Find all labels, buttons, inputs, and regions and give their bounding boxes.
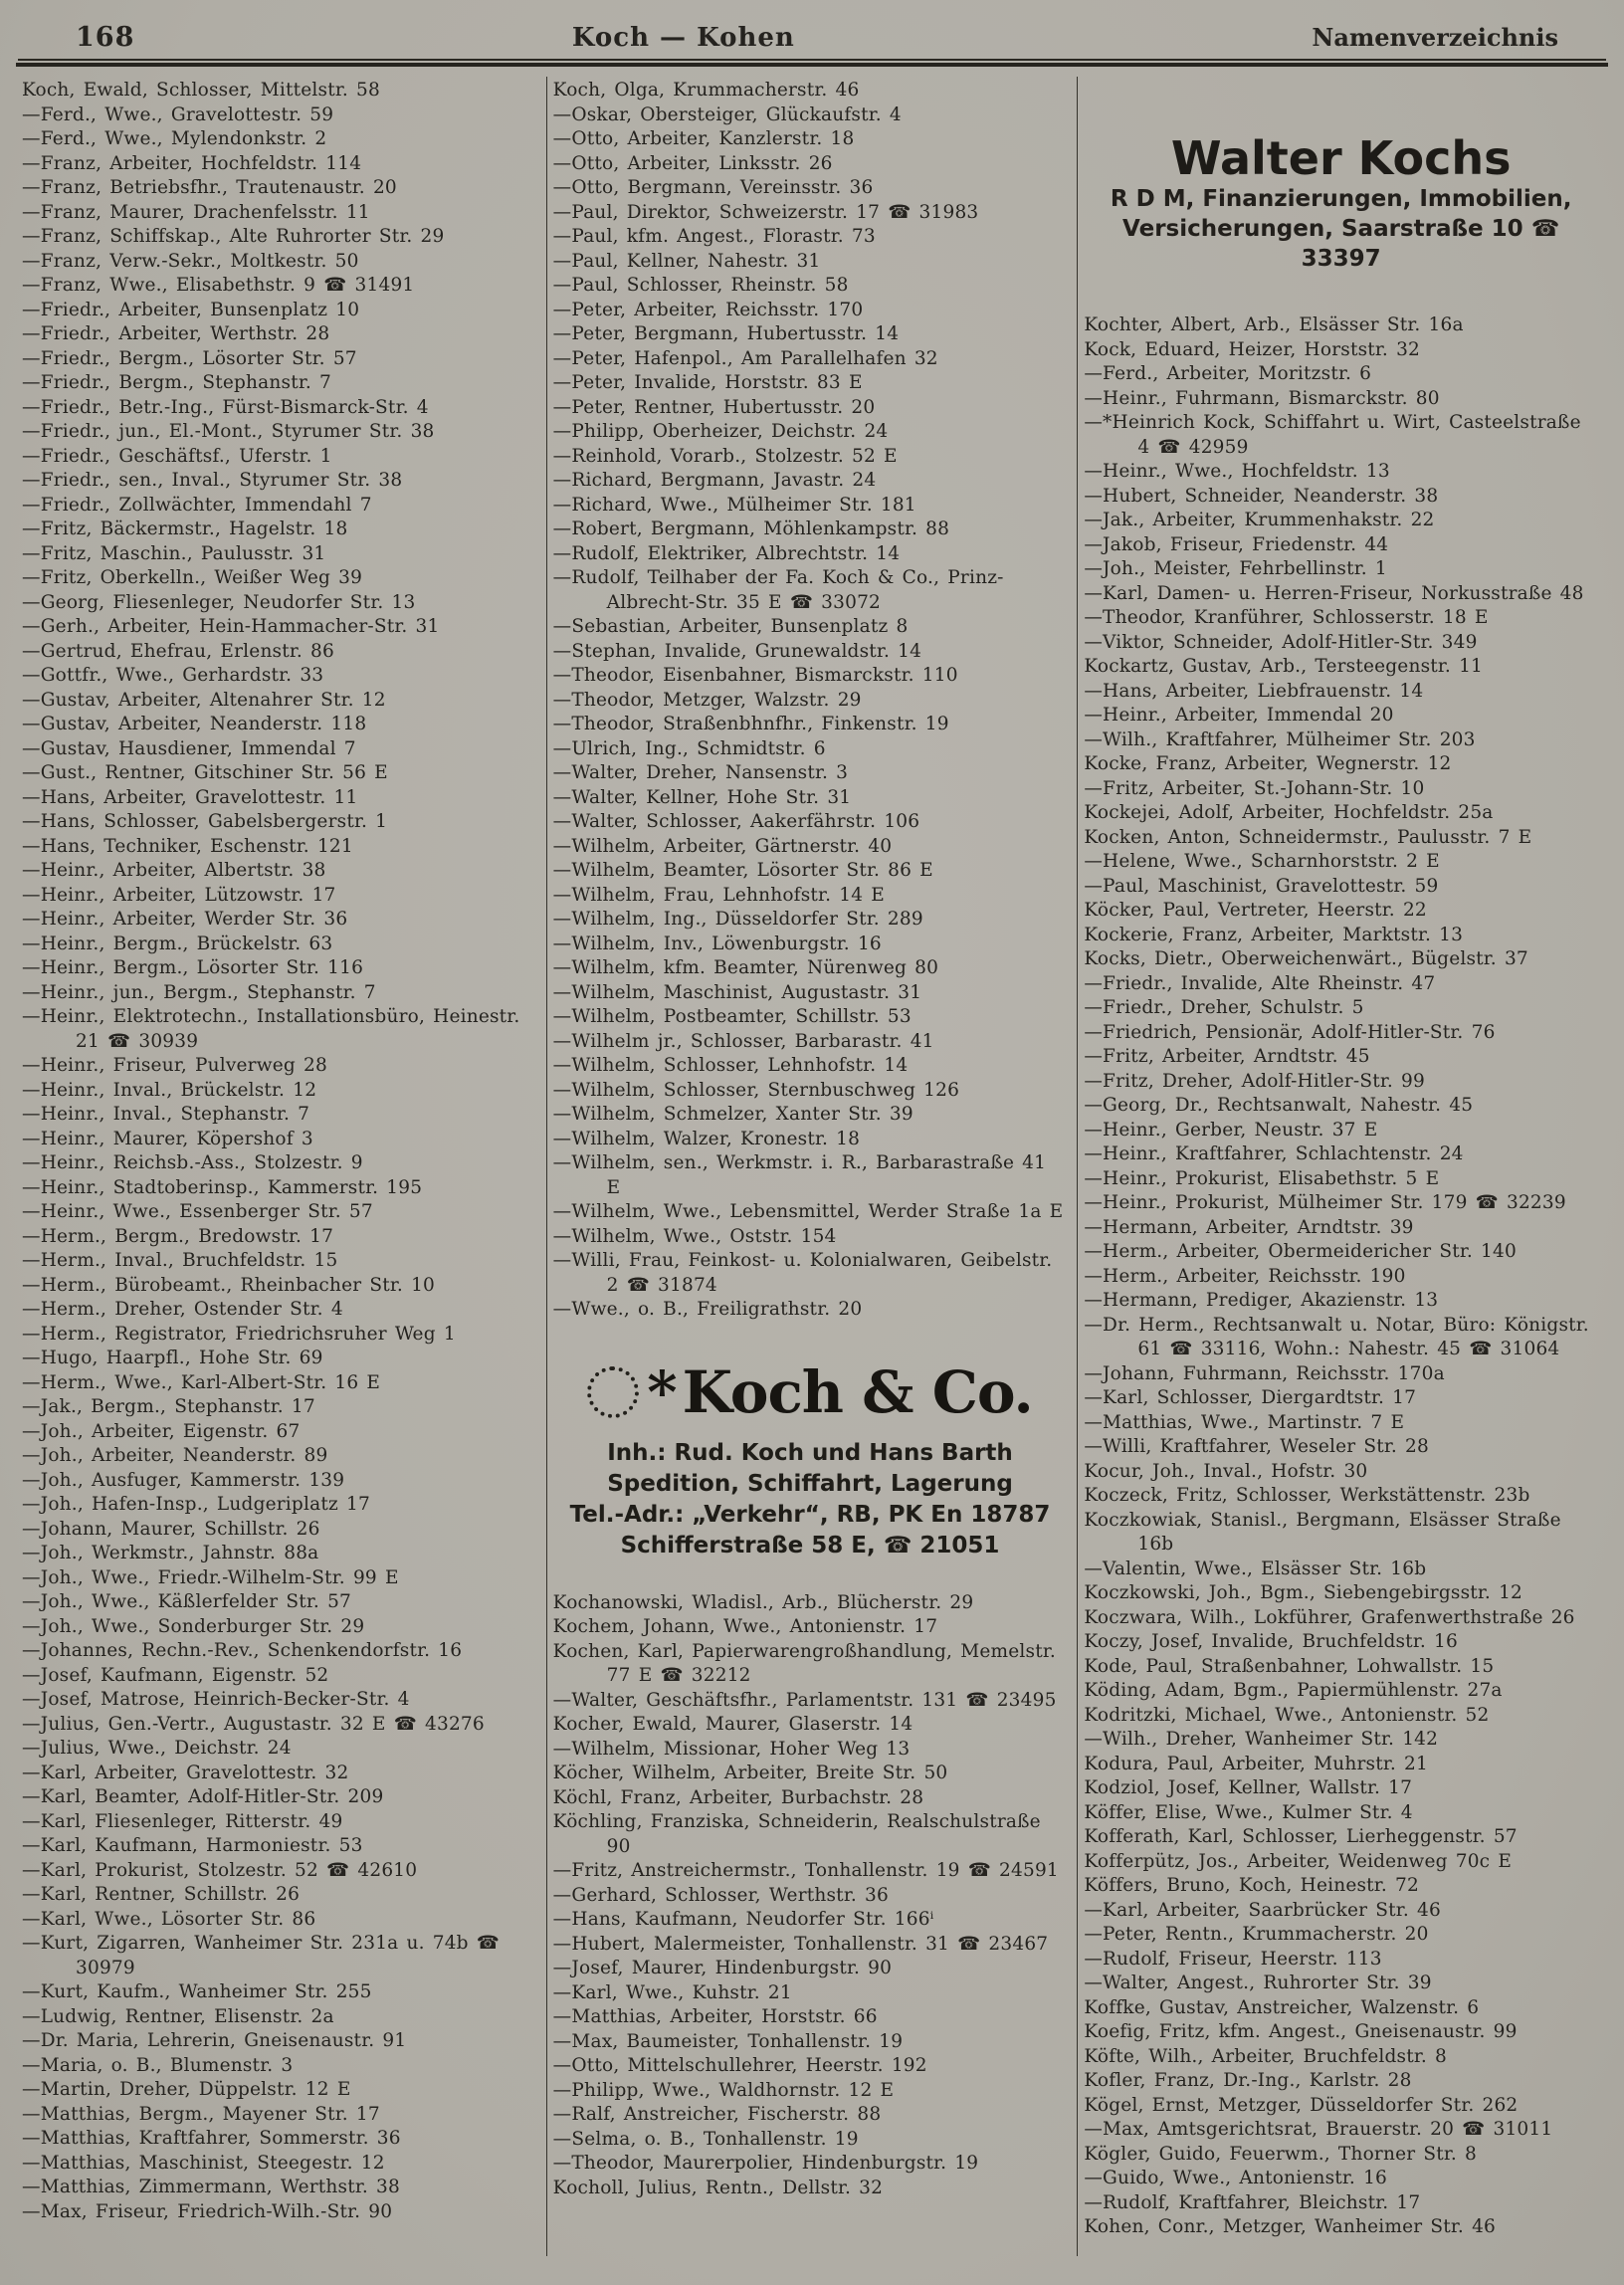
directory-entry: —Hans, Techniker, Eschenstr. 121 — [22, 835, 353, 857]
directory-entry: —Heinr., Inval., Stephanstr. 7 — [22, 1104, 310, 1125]
directory-entry: —Heinr., Maurer, Köpershof 3 — [22, 1128, 313, 1149]
column-3-entries — [1084, 313, 1598, 2240]
directory-entry: Köcher, Wilhelm, Arbeiter, Breite Str. 50 — [552, 1763, 948, 1783]
directory-entry: —Rudolf, Friseur, Heerstr. 113 — [1084, 1948, 1382, 1970]
directory-entry: Kögler, Guido, Feuerwm., Thorner Str. 8 — [1084, 2143, 1478, 2165]
directory-entry: —Rudolf, Teilhaber der Fa. Koch & Co., Prinz-Albrecht-Str. 35 E ☎ 33072 — [552, 567, 1004, 613]
directory-entry: Kodziol, Josef, Kellner, Wallstr. 17 — [1084, 1777, 1413, 1798]
directory-entry: —Philipp, Wwe., Waldhornstr. 12 E — [552, 2079, 895, 2101]
directory-entry: —Ludwig, Rentner, Elisenstr. 2a — [22, 2005, 334, 2027]
directory-entry: —Kurt, Kaufm., Wanheimer Str. 255 — [22, 1981, 372, 2002]
directory-entry: —Heinr., Wwe., Essenberger Str. 57 — [22, 1201, 373, 1222]
directory-entry: —Walter, Dreher, Nansenstr. 3 — [552, 762, 849, 783]
directory-entry: —Georg, Dr., Rechtsanwalt, Nahestr. 45 — [1084, 1095, 1474, 1116]
directory-entry: Köffer, Elise, Wwe., Kulmer Str. 4 — [1084, 1801, 1413, 1823]
directory-entry: —Heinr., Arbeiter, Lützowstr. 17 — [22, 884, 336, 906]
directory-entry: —Kurt, Zigarren, Wanheimer Str. 231a u. 74b ☎ 30979 — [22, 1933, 501, 1978]
directory-entry: —Matthias, Wwe., Martinstr. 7 E — [1084, 1411, 1405, 1433]
directory-entry: —Heinr., Prokurist, Elisabethstr. 5 E — [1084, 1167, 1440, 1189]
directory-entry: —Wilhelm, Schlosser, Lehnhofstr. 14 — [552, 1055, 909, 1076]
directory-entry: Koefig, Fritz, kfm. Angest., Gneisenaustr. 99 — [1084, 2021, 1518, 2042]
directory-entry: —Matthias, Maschinist, Steegestr. 12 — [22, 2152, 385, 2174]
directory-entry: Koch, Ewald, Schlosser, Mittelstr. 58 — [22, 80, 380, 101]
directory-entry: —Johann, Maurer, Schillstr. 26 — [22, 1518, 320, 1540]
directory-entry: —Herm., Bürobeamt., Rheinbacher Str. 10 — [22, 1274, 436, 1296]
directory-entry: —Wilh., Kraftfahrer, Mülheimer Str. 203 — [1084, 728, 1476, 750]
directory-entry: Kock, Eduard, Heizer, Horststr. 32 — [1084, 338, 1421, 360]
directory-entry: —Wwe., o. B., Freiligrathstr. 20 — [552, 1299, 863, 1320]
koch-co-logo-text: Koch & Co. — [682, 1357, 1033, 1426]
directory-entry: —Heinr., Stadtoberinsp., Kammerstr. 195 — [22, 1176, 423, 1198]
page-title: Koch — Kohen — [571, 23, 795, 53]
directory-entry: —Peter, Bergmann, Hubertusstr. 14 — [552, 323, 900, 344]
directory-entry: Kochter, Albert, Arb., Elsässer Str. 16a — [1084, 314, 1464, 335]
directory-entry: —Wilhelm, Missionar, Hoher Weg 13 — [552, 1738, 911, 1760]
directory-entry: —Wilhelm, Inv., Löwenburgstr. 16 — [552, 933, 882, 954]
directory-entry: —Paul, Kellner, Nahestr. 31 — [552, 250, 821, 272]
directory-entry: —Friedr., Zollwächter, Immendahl 7 — [22, 494, 372, 516]
directory-entry: —Karl, Wwe., Kuhstr. 21 — [552, 1981, 792, 2003]
directory-entry: —Otto, Bergmann, Vereinsstr. 36 — [552, 177, 874, 198]
directory-entry: —Heinr., Kraftfahrer, Schlachtenstr. 24 — [1084, 1143, 1464, 1164]
directory-entry: —Heinr., Inval., Brückelstr. 12 — [22, 1079, 317, 1101]
directory-entry: —Jakob, Friseur, Friedenstr. 44 — [1084, 533, 1389, 555]
directory-entry: —Herm., Dreher, Ostender Str. 4 — [22, 1299, 343, 1320]
directory-entry: Köchling, Franziska, Schneiderin, Realschulstraße 90 — [552, 1811, 1041, 1857]
directory-entry: —Gust., Rentner, Gitschiner Str. 56 E — [22, 762, 388, 783]
directory-entry: —Heinr., Fuhrmann, Bismarckstr. 80 — [1084, 387, 1440, 409]
directory-entry: —Julius, Gen.-Vertr., Augustastr. 32 E ☎ 43276 — [22, 1713, 485, 1735]
koch-co-ad — [553, 1357, 1068, 1561]
directory-entry: —Valentin, Wwe., Elsässer Str. 16b — [1084, 1558, 1427, 1579]
directory-entry: —Matthias, Zimmermann, Werthstr. 38 — [22, 2177, 400, 2197]
directory-entry: —Paul, Schlosser, Rheinstr. 58 — [552, 275, 849, 296]
directory-entry: —Franz, Schiffskap., Alte Ruhrorter Str. 29 — [22, 226, 445, 247]
directory-entry: —Hermann, Prediger, Akazienstr. 13 — [1084, 1290, 1439, 1311]
directory-entry: Köchl, Franz, Arbeiter, Burbachstr. 28 — [552, 1786, 924, 1808]
directory-entry: —Josef, Kaufmann, Eigenstr. 52 — [22, 1664, 329, 1686]
directory-entry: —Richard, Bergmann, Javastr. 24 — [552, 470, 877, 491]
directory-entry: —Joh., Wwe., Friedr.-Wilhelm-Str. 99 E — [22, 1566, 399, 1588]
directory-entry: —Wilhelm, Maschinist, Augustastr. 31 — [552, 981, 922, 1003]
directory-entry: —Heinr., Wwe., Hochfeldstr. 13 — [1084, 461, 1390, 482]
directory-entry: Köding, Adam, Bgm., Papiermühlenstr. 27a — [1084, 1680, 1503, 1701]
directory-entry: —Heinr., Bergm., Brückelstr. 63 — [22, 933, 333, 954]
directory-entry: —Wilh., Dreher, Wanheimer Str. 142 — [1084, 1729, 1439, 1750]
directory-entry: —Jak., Arbeiter, Krummenhakstr. 22 — [1084, 510, 1435, 530]
directory-entry: —Heinr., Elektrotechn., Installationsbüro, Heinestr. 21 ☎ 30939 — [22, 1006, 520, 1052]
koch-co-ad-line: Inh.: Rud. Koch und Hans Barth — [607, 1439, 1013, 1466]
directory-entry: —Herm., Wwe., Karl-Albert-Str. 16 E — [22, 1371, 381, 1393]
directory-entry: —Peter, Hafenpol., Am Parallelhafen 32 — [552, 347, 938, 369]
directory-entry: —*Heinrich Kock, Schiffahrt u. Wirt, Casteelstraße 4 ☎ 42959 — [1084, 412, 1581, 458]
directory-entry: —Franz, Wwe., Elisabethstr. 9 ☎ 31491 — [22, 275, 415, 296]
column-1 — [16, 77, 546, 2256]
directory-entry: —Max, Baumeister, Tonhallenstr. 19 — [552, 2030, 904, 2052]
directory-entry: —Reinhold, Vorarb., Stolzestr. 52 E — [552, 445, 898, 467]
directory-entry: —Herm., Arbeiter, Obermeidericher Str. 140 — [1084, 1241, 1517, 1262]
directory-entry: —Herm., Bergm., Bredowstr. 17 — [22, 1225, 334, 1247]
directory-entry: —Friedr., Arbeiter, Bunsenplatz 10 — [22, 299, 360, 320]
directory-entry: —Karl, Wwe., Lösorter Str. 86 — [22, 1908, 316, 1930]
directory-entry: —Ferd., Wwe., Gravelottestr. 59 — [22, 104, 334, 125]
directory-entry: —Walter, Geschäftsfhr., Parlamentstr. 131 ☎ 23495 — [552, 1689, 1057, 1711]
directory-entry: —Franz, Betriebsfhr., Trautenaustr. 20 — [22, 177, 397, 198]
directory-entry: —Wilhelm, Wwe., Oststr. 154 — [552, 1225, 837, 1247]
directory-entry: —Wilhelm, Frau, Lehnhofstr. 14 E — [552, 884, 885, 906]
directory-entry: —Hubert, Malermeister, Tonhallenstr. 31 ☎ 23467 — [552, 1933, 1049, 1955]
directory-entry: —Theodor, Kranführer, Schlosserstr. 18 E — [1084, 607, 1489, 628]
directory-entry: —Heinr., jun., Bergm., Stephanstr. 7 — [22, 981, 376, 1003]
directory-entry: —Selma, o. B., Tonhallenstr. 19 — [552, 2128, 859, 2150]
directory-entry: —Josef, Matrose, Heinrich-Becker-Str. 4 — [22, 1689, 410, 1710]
directory-entry: Kocher, Ewald, Maurer, Glaserstr. 14 — [552, 1714, 914, 1735]
directory-entry: —Matthias, Bergm., Mayener Str. 17 — [22, 2103, 380, 2125]
page-header — [16, 14, 1608, 59]
directory-entry: —Paul, Maschinist, Gravelottestr. 59 — [1084, 875, 1439, 897]
directory-entry: —Friedr., Bergm., Stephanstr. 7 — [22, 372, 331, 393]
directory-entry: Kofferpütz, Jos., Arbeiter, Weidenweg 70c E — [1084, 1850, 1513, 1872]
directory-entry: Koczwara, Wilh., Lokführer, Grafenwerthstraße 26 — [1084, 1606, 1575, 1628]
directory-entry: —Walter, Schlosser, Aakerfährstr. 106 — [552, 811, 920, 832]
directory-entry: —Wilhelm, Beamter, Lösorter Str. 86 E — [552, 860, 933, 881]
directory-entry: Koczkowski, Joh., Bgm., Siebengebirgsstr. 12 — [1084, 1582, 1523, 1603]
directory-entry: Kocks, Dietr., Oberweichenwärt., Bügelstr. 37 — [1084, 948, 1528, 969]
directory-entry: —Wilhelm, Arbeiter, Gärtnerstr. 40 — [552, 835, 893, 857]
directory-entry: —Richard, Wwe., Mülheimer Str. 181 — [552, 494, 916, 516]
directory-entry: —Wilhelm, Schlosser, Sternbuschweg 126 — [552, 1079, 960, 1101]
directory-entry: —Joh., Werkmstr., Jahnstr. 88a — [22, 1543, 319, 1563]
directory-entry: Koczeck, Fritz, Schlosser, Werkstättenstr. 23b — [1084, 1485, 1530, 1506]
directory-entry: —Peter, Arbeiter, Reichsstr. 170 — [552, 299, 864, 320]
koch-co-ad-line: Tel.-Adr.: „Verkehr“, RB, PK En 18787 — [569, 1501, 1051, 1528]
directory-entry: —Fritz, Arbeiter, Arndtstr. 45 — [1084, 1046, 1370, 1067]
walter-kochs-ad — [1084, 132, 1598, 274]
directory-entry: —Heinr., Friseur, Pulverweg 28 — [22, 1055, 327, 1076]
directory-entry: —Friedr., Betr.-Ing., Fürst-Bismarck-Str. 4 — [22, 396, 429, 418]
directory-entry: Kochen, Karl, Papierwarengroßhandlung, Memelstr. 77 E ☎ 32212 — [552, 1640, 1056, 1686]
asterisk-mark: * — [647, 1357, 677, 1426]
directory-entry: —Sebastian, Arbeiter, Bunsenplatz 8 — [552, 616, 909, 637]
directory-entry: —Johann, Fuhrmann, Reichsstr. 170a — [1084, 1362, 1445, 1384]
directory-columns — [16, 77, 1608, 2256]
directory-entry: —Guido, Wwe., Antonienstr. 16 — [1084, 2168, 1388, 2188]
directory-entry: —Matthias, Arbeiter, Horststr. 66 — [552, 2006, 878, 2027]
directory-entry: Köcker, Paul, Vertreter, Heerstr. 22 — [1084, 900, 1427, 921]
directory-entry: —Friedrich, Pensionär, Adolf-Hitler-Str. 76 — [1084, 1021, 1496, 1043]
directory-entry: —Wilhelm, kfm. Beamter, Nürenweg 80 — [552, 957, 939, 978]
directory-entry: —Paul, Direktor, Schweizerstr. 17 ☎ 31983 — [552, 201, 979, 223]
directory-entry: —Walter, Angest., Ruhrorter Str. 39 — [1084, 1973, 1432, 1993]
directory-entry: —Viktor, Schneider, Adolf-Hitler-Str. 349 — [1084, 631, 1478, 653]
directory-entry: —Hans, Arbeiter, Liebfrauenstr. 14 — [1084, 680, 1424, 702]
directory-entry: —Ferd., Arbeiter, Moritzstr. 6 — [1084, 363, 1372, 384]
directory-entry: —Hans, Schlosser, Gabelsbergerstr. 1 — [22, 811, 388, 832]
directory-entry: —Wilhelm jr., Schlosser, Barbarastr. 41 — [552, 1030, 934, 1052]
directory-entry: —Walter, Kellner, Hohe Str. 31 — [552, 786, 852, 808]
directory-entry: —Ralf, Anstreicher, Fischerstr. 88 — [552, 2104, 882, 2125]
directory-entry: —Friedr., Dreher, Schulstr. 5 — [1084, 997, 1364, 1018]
directory-entry: —Rudolf, Kraftfahrer, Bleichstr. 17 — [1084, 2191, 1421, 2213]
directory-entry: —Franz, Arbeiter, Hochfeldstr. 114 — [22, 152, 362, 174]
directory-entry: —Hugo, Haarpfl., Hohe Str. 69 — [22, 1348, 323, 1368]
column-3 — [1077, 77, 1608, 2256]
directory-entry: Kodura, Paul, Arbeiter, Muhrstr. 21 — [1084, 1753, 1428, 1774]
directory-entry: —Heinr., Bergm., Lösorter Str. 116 — [22, 957, 364, 978]
directory-entry: —Franz, Maurer, Drachenfelsstr. 11 — [22, 201, 370, 223]
directory-entry: —Wilhelm, Schmelzer, Xanter Str. 39 — [552, 1104, 914, 1125]
directory-entry: Kodritzki, Michael, Wwe., Antonienstr. 52 — [1084, 1704, 1490, 1726]
directory-entry: Kocur, Joh., Inval., Hofstr. 30 — [1084, 1460, 1368, 1482]
directory-entry: Kocke, Franz, Arbeiter, Wegnerstr. 12 — [1084, 753, 1452, 774]
directory-entry: —Ulrich, Ing., Schmidtstr. 6 — [552, 737, 826, 759]
directory-entry: Kocken, Anton, Schneidermstr., Paulusstr. 7 E — [1084, 826, 1532, 848]
directory-entry: —Otto, Mittelschullehrer, Heerstr. 192 — [552, 2055, 927, 2076]
directory-entry: —Johannes, Rechn.-Rev., Schenkendorfstr. 16 — [22, 1640, 463, 1661]
header-rule-thin — [18, 59, 1606, 61]
directory-entry: —Joh., Hafen-Insp., Ludgeriplatz 17 — [22, 1494, 370, 1515]
directory-entry: —Jak., Bergm., Stephanstr. 17 — [22, 1396, 315, 1417]
directory-entry: —Gerh., Arbeiter, Hein-Hammacher-Str. 31 — [22, 616, 440, 637]
directory-entry: —Wilhelm, Walzer, Kronestr. 18 — [552, 1128, 861, 1149]
directory-entry: —Joh., Arbeiter, Neanderstr. 89 — [22, 1445, 328, 1466]
directory-entry: —Max, Amtsgerichtsrat, Brauerstr. 20 ☎ 31011 — [1084, 2119, 1553, 2140]
directory-entry: —Gottfr., Wwe., Gerhardstr. 33 — [22, 665, 324, 686]
koch-co-ad-line: Schifferstraße 58 E, ☎ 21051 — [620, 1532, 1000, 1558]
directory-entry: —Karl, Fliesenleger, Ritterstr. 49 — [22, 1810, 343, 1832]
directory-entry: —Karl, Arbeiter, Saarbrücker Str. 46 — [1084, 1899, 1441, 1921]
directory-entry: —Hubert, Schneider, Neanderstr. 38 — [1084, 485, 1439, 507]
directory-entry: —Fritz, Oberkelln., Weißer Weg 39 — [22, 567, 363, 588]
directory-entry: —Heinr., Reichsb.-Ass., Stolzestr. 9 — [22, 1152, 363, 1173]
directory-entry: Kockerie, Franz, Arbeiter, Marktstr. 13 — [1084, 924, 1464, 945]
directory-entry: —Willi, Frau, Feinkost- u. Kolonialwaren, Geibelstr. 2 ☎ 31874 — [552, 1250, 1053, 1296]
directory-entry: —Helene, Wwe., Scharnhorststr. 2 E — [1084, 851, 1440, 872]
walter-kochs-ad-title: Walter Kochs — [1170, 131, 1512, 185]
directory-entry: —Wilhelm, Postbeamter, Schillstr. 53 — [552, 1006, 912, 1027]
column-2-entries-bottom — [553, 1591, 1068, 2201]
directory-entry: —Fritz, Anstreichermstr., Tonhallenstr. 19 ☎ 24591 — [552, 1860, 1059, 1881]
directory-entry: Koch, Olga, Krummacherstr. 46 — [552, 80, 860, 101]
directory-entry: —Maria, o. B., Blumenstr. 3 — [22, 2054, 294, 2076]
directory-entry: —Friedr., Geschäftsf., Uferstr. 1 — [22, 445, 332, 467]
directory-entry: —Rudolf, Elektriker, Albrechtstr. 14 — [552, 542, 901, 564]
directory-entry: —Friedr., Invalide, Alte Rheinstr. 47 — [1084, 972, 1436, 994]
directory-entry: —Dr. Maria, Lehrerin, Gneisenaustr. 91 — [22, 2030, 407, 2051]
directory-entry: —Wilhelm, Wwe., Lebensmittel, Werder Straße 1a E — [552, 1201, 1064, 1222]
directory-entry: Kofler, Franz, Dr.-Ing., Karlstr. 28 — [1084, 2070, 1412, 2091]
directory-entry: —Karl, Beamter, Adolf-Hitler-Str. 209 — [22, 1786, 384, 1807]
directory-entry: Köffers, Bruno, Koch, Heinestr. 72 — [1084, 1875, 1419, 1896]
directory-entry: —Peter, Invalide, Horststr. 83 E — [552, 372, 863, 393]
directory-entry: —Friedr., Bergm., Lösorter Str. 57 — [22, 347, 357, 369]
directory-entry: —Peter, Rentn., Krummacherstr. 20 — [1084, 1924, 1429, 1945]
directory-entry: Kockejei, Adolf, Arbeiter, Hochfeldstr. 25a — [1084, 802, 1494, 823]
directory-entry: —Franz, Verw.-Sekr., Moltkestr. 50 — [22, 250, 359, 272]
directory-entry: —Ferd., Wwe., Mylendonkstr. 2 — [22, 128, 327, 149]
directory-entry: Kockartz, Gustav, Arb., Tersteegenstr. 11 — [1084, 656, 1484, 677]
directory-entry: —Willi, Kraftfahrer, Weseler Str. 28 — [1084, 1436, 1429, 1457]
directory-entry: —Fritz, Dreher, Adolf-Hitler-Str. 99 — [1084, 1070, 1426, 1092]
directory-entry: Kögel, Ernst, Metzger, Düsseldorfer Str. 262 — [1084, 2094, 1519, 2116]
directory-entry: —Gustav, Arbeiter, Neanderstr. 118 — [22, 714, 367, 734]
directory-entry: —Joh., Arbeiter, Eigenstr. 67 — [22, 1420, 301, 1442]
directory-entry: —Stephan, Invalide, Grunewaldstr. 14 — [552, 640, 922, 662]
directory-entry: —Herm., Registrator, Friedrichsruher Weg 1 — [22, 1323, 456, 1345]
directory-entry: —Paul, kfm. Angest., Florastr. 73 — [552, 226, 876, 247]
directory-entry: —Oskar, Obersteiger, Glückaufstr. 4 — [552, 104, 902, 125]
directory-entry: —Martin, Dreher, Düppelstr. 12 E — [22, 2079, 351, 2100]
directory-entry: —Peter, Rentner, Hubertusstr. 20 — [552, 396, 876, 418]
directory-entry: —Karl, Damen- u. Herren-Friseur, Norkusstraße 48 — [1084, 582, 1584, 604]
directory-entry: Kofferath, Karl, Schlosser, Lierheggenstr. 57 — [1084, 1826, 1518, 1847]
directory-entry: Koczy, Josef, Invalide, Bruchfeldstr. 16 — [1084, 1631, 1458, 1652]
laurel-wreath-icon — [587, 1366, 639, 1418]
header-rule-thick — [16, 63, 1608, 67]
directory-entry: —Otto, Arbeiter, Linksstr. 26 — [552, 152, 833, 174]
directory-entry: —Gertrud, Ehefrau, Erlenstr. 86 — [22, 640, 334, 662]
directory-entry: —Fritz, Maschin., Paulusstr. 31 — [22, 542, 326, 564]
directory-entry: —Wilhelm, Ing., Düsseldorfer Str. 289 — [552, 909, 923, 930]
directory-entry: —Robert, Bergmann, Möhlenkampstr. 88 — [552, 519, 950, 539]
directory-entry: Kode, Paul, Straßenbahner, Lohwallstr. 15 — [1084, 1655, 1495, 1677]
directory-entry: —Max, Friseur, Friedrich-Wilh.-Str. 90 — [22, 2200, 393, 2222]
directory-entry: —Philipp, Oberheizer, Deichstr. 24 — [552, 421, 889, 442]
directory-entry: —Joh., Wwe., Sonderburger Str. 29 — [22, 1615, 365, 1637]
directory-entry: —Karl, Kaufmann, Harmoniestr. 53 — [22, 1835, 363, 1856]
directory-entry: —Heinr., Prokurist, Mülheimer Str. 179 ☎ 32239 — [1084, 1192, 1566, 1213]
directory-entry: —Karl, Prokurist, Stolzestr. 52 ☎ 42610 — [22, 1859, 418, 1881]
directory-entry: —Otto, Arbeiter, Kanzlerstr. 18 — [552, 128, 855, 149]
directory-entry: Koffke, Gustav, Anstreicher, Walzenstr. 6 — [1084, 1996, 1480, 2018]
directory-entry: —Friedr., Arbeiter, Werthstr. 28 — [22, 323, 330, 344]
directory-entry: Kochanowski, Wladisl., Arb., Blücherstr. 29 — [552, 1591, 974, 1613]
directory-entry: —Dr. Herm., Rechtsanwalt u. Notar, Büro: Königstr. 61 ☎ 33116, Wohn.: Nahestr. 45 ☎ 31064 — [1084, 1314, 1589, 1359]
directory-entry: Köfte, Wilh., Arbeiter, Bruchfeldstr. 8 — [1084, 2045, 1447, 2067]
directory-entry: —Theodor, Metzger, Walzstr. 29 — [552, 689, 862, 711]
directory-entry: —Joh., Wwe., Käßlerfelder Str. 57 — [22, 1591, 352, 1612]
directory-entry: —Friedr., sen., Inval., Styrumer Str. 38 — [22, 470, 403, 491]
directory-entry: —Julius, Wwe., Deichstr. 24 — [22, 1738, 292, 1759]
directory-entry: —Joh., Meister, Fehrbellinstr. 1 — [1084, 558, 1387, 579]
directory-entry: —Gustav, Hausdiener, Immendal 7 — [22, 737, 356, 759]
koch-co-logo — [553, 1357, 1068, 1426]
directory-entry: —Hans, Kaufmann, Neudorfer Str. 166ⁱ — [552, 1909, 934, 1930]
directory-entry: —Herm., Arbeiter, Reichsstr. 190 — [1084, 1265, 1406, 1287]
directory-entry: Kochem, Johann, Wwe., Antonienstr. 17 — [552, 1616, 938, 1637]
directory-entry: Kocholl, Julius, Rentn., Dellstr. 32 — [552, 2177, 884, 2198]
directory-entry: —Theodor, Maurerpolier, Hindenburgstr. 19 — [552, 2153, 979, 2174]
directory-entry: —Hans, Arbeiter, Gravelottestr. 11 — [22, 786, 358, 808]
directory-entry: —Fritz, Bäckermstr., Hagelstr. 18 — [22, 519, 348, 539]
directory-entry: —Fritz, Arbeiter, St.-Johann-Str. 10 — [1084, 777, 1425, 799]
koch-co-ad-line: Spedition, Schiffahrt, Lagerung — [607, 1470, 1013, 1497]
directory-entry: —Heinr., Arbeiter, Werder Str. 36 — [22, 909, 348, 930]
directory-entry: —Heinr., Arbeiter, Immendal 20 — [1084, 705, 1394, 726]
walter-kochs-ad-line: R D M, Finanzierungen, Immobilien, — [1110, 186, 1572, 212]
directory-entry: —Friedr., jun., El.-Mont., Styrumer Str. 38 — [22, 421, 435, 442]
directory-entry: —Georg, Fliesenleger, Neudorfer Str. 13 — [22, 591, 416, 613]
directory-entry: —Gustav, Arbeiter, Altenahrer Str. 12 — [22, 689, 386, 711]
directory-entry: —Josef, Maurer, Hindenburgstr. 90 — [552, 1958, 893, 1978]
directory-entry: —Theodor, Straßenbhnfhr., Finkenstr. 19 — [552, 714, 949, 734]
directory-entry: —Joh., Ausfuger, Kammerstr. 139 — [22, 1469, 345, 1491]
column-2 — [546, 77, 1078, 2256]
section-title: Namenverzeichnis — [1312, 23, 1558, 52]
walter-kochs-ad-line: Versicherungen, Saarstraße 10 ☎ 33397 — [1122, 216, 1560, 272]
directory-entry: —Karl, Schlosser, Diergardtstr. 17 — [1084, 1387, 1417, 1408]
directory-entry: —Karl, Rentner, Schillstr. 26 — [22, 1884, 301, 1905]
directory-entry: —Karl, Arbeiter, Gravelottestr. 32 — [22, 1762, 349, 1783]
page-number: 168 — [76, 22, 135, 53]
directory-entry: —Wilhelm, sen., Werkmstr. i. R., Barbarastraße 41 E — [552, 1152, 1047, 1198]
directory-entry: Koczkowiak, Stanisl., Bergmann, Elsässer Straße 16b — [1084, 1509, 1561, 1555]
directory-entry: Kohen, Conr., Metzger, Wanheimer Str. 46 — [1084, 2216, 1497, 2237]
directory-entry: —Hermann, Arbeiter, Arndtstr. 39 — [1084, 1216, 1414, 1238]
directory-entry: —Heinr., Gerber, Neustr. 37 E — [1084, 1119, 1378, 1141]
column-2-entries-top — [553, 79, 1068, 1323]
directory-entry: —Heinr., Arbeiter, Albertstr. 38 — [22, 860, 326, 881]
directory-entry: —Matthias, Kraftfahrer, Sommerstr. 36 — [22, 2128, 401, 2149]
directory-entry: —Gerhard, Schlosser, Werthstr. 36 — [552, 1884, 889, 1906]
directory-entry: —Theodor, Eisenbahner, Bismarckstr. 110 — [552, 665, 958, 686]
directory-entry: —Herm., Inval., Bruchfeldstr. 15 — [22, 1250, 338, 1271]
